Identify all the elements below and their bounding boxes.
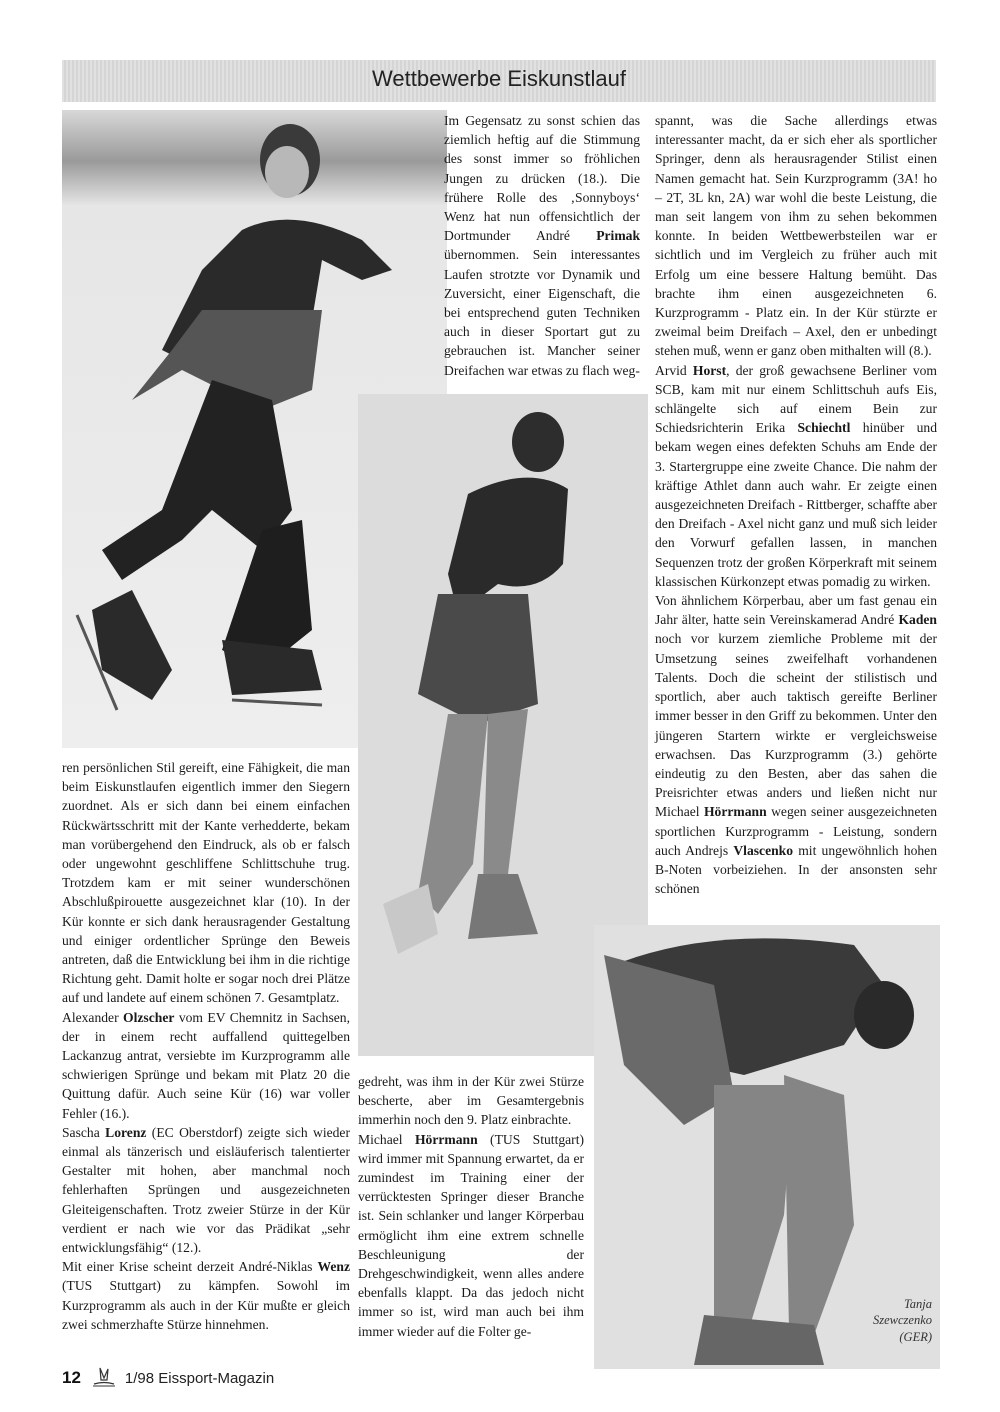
section-title: Wettbewerbe Eiskunstlauf [372, 66, 626, 91]
caption-country: (GER) [899, 1329, 932, 1344]
article-column-2-bottom [358, 1072, 584, 1341]
article-column-2-top [444, 111, 640, 380]
page-number: 12 [62, 1368, 81, 1387]
publication-name: 1/98 Eissport-Magazin [124, 1369, 275, 1387]
article-column-3 [655, 111, 937, 898]
caption-last-name: Szewczenko [872, 1313, 932, 1327]
photo-skater-3 [594, 925, 940, 1369]
paragraph: spannt, was die Sache allerdings etwas interessanter macht, da er sich eher als sportlicher Springer, denn als herausragender Stilist einen Namen gemacht hat. Sein Kurzprogramm (3A! ho – 2T, 3L kn, 2A) war wohl die beste Leistung, die man seit langem von ihm zu sehen bekommen konnte. In beiden Wettbewerbsteilen war er sichtlich und im Vergleich zu früher auch mit Erfolg um eine bessere Haltung bemüht. Das brachte ihm einen ausgezeichneten 6. Kurzprogramm - Platz ein. In der Kür stürzte er zweimal beim Dreifach – Axel, den er unbedingt stehen muß, wenn er ganz oben mithalten will (8.). [655, 113, 937, 359]
name-highlight: Hörrmann [703, 804, 767, 820]
paragraph: gedreht, was ihm in der Kür zwei Stürze bescherte, aber im Gesamtergebnis immerhin noch den 9. Platz einbrachte. [358, 1074, 584, 1128]
name-highlight: Horst [692, 362, 727, 378]
paragraph: Mit einer Krise scheint derzeit André-Niklas Wenz (TUS Stuttgart) zu kämpfen. Sowohl im Kurzprogramm als auch in der Kür mußte er gleich zwei schmerzhafte Stürze hinnehmen. [62, 1259, 350, 1332]
name-highlight: Hörrmann [414, 1131, 478, 1147]
name-highlight: Olzscher [123, 1009, 175, 1025]
paragraph: ren persönlichen Stil gereift, eine Fähigkeit, die man beim Eiskunstlaufen eigentlich immer den Siegern zuordnet. Als er sich dann bei einem einfachen Rückwärtsschritt mit der Kante verhedderte, bekam man vorübergehend den Eindruck, als ob er falsch oder ungewohnt geschliffene Schlittschuhe trug. Trotzdem kam er mit seiner wunderschönen Abschlußpirouette ausgezeichnet klar (10). In der Kür konnte er sich dank herausragender Gestaltung und einiger ordentlicher Sprünge den Beweis antreten, daß die Entwicklung bei ihm in die richtige Richtung geht. Damit holte er sogar noch drei Plätze auf und landete auf einem schönen 7. Gesamtplatz. [62, 760, 350, 1006]
name-highlight: Schiechtl [797, 420, 851, 436]
caption-first-name: Tanja [903, 1296, 932, 1311]
paragraph: Arvid Horst, der groß gewachsene Berliner vom SCB, kam mit nur einem Schlittschuh aufs Eis, schlängelte sich auf einem Bein zur Schiedsrichterin Erika Schiechtl hinüber und bekam wegen eines defekten Schuhs am Ende der 3. Startergruppe eine zweite Chance. Die nahm der kräftige Athlet dann auch wahr. Er zeigte einen ausgezeichneten Dreifach - Rittberger, schaffte aber den Dreifach - Axel nicht ganz und muß sich leider den Vorwurf gefallen lassen, in manchen Sequenzen trotz der großen Körperkraft mit seinem klassischen Kürkonzept etwas pomadig zu wirken. [655, 362, 938, 589]
name-highlight: Primak [596, 228, 640, 244]
name-highlight: Kaden [898, 612, 937, 628]
paragraph: Von ähnlichem Körperbau, aber um fast genau ein Jahr älter, hatte sein Vereinskamerad André Kaden noch vor kurzem ziemliche Probleme mit der Umsetzung seines zweifelhaft vorhandenen Talents. Doch die scheint der stilistisch und sportlich, aber auch taktisch gereifte Berliner immer besser in den Griff zu bekommen. Unter den jüngeren Startern wirkte er vergleichsweise erwachsen. Das Kurzprogramm (3.) gehörte eindeutig zu den Besten, aber das sahen die Preisrichter etwas anders und ließen nicht nur Michael Hörrmann wegen seiner ausgezeichneten sportlichen Kurzprogramm - Leistung, sondern auch Andrejs Vlascenko mit ungewöhnlich hohen B-Noten vorbeiziehen. In der ansonsten sehr schönen [655, 593, 937, 897]
skate-logo-icon [91, 1366, 117, 1390]
paragraph: Sascha Lorenz (EC Oberstdorf) zeigte sich wieder einmal als tänzerisch und eisläuferisch talentierter Gestalter mit hohen, aber manchmal noch fehlerhaften Sprüngen und ausgezeichneten Gleiteigenschaften. Trotz zweier Stürze in der Kür verdient er nach wie vor das Prädikat „sehr entwicklungsfähig“ (12.). [62, 1124, 350, 1256]
page-footer [62, 1366, 274, 1390]
paragraph: Im Gegensatz zu sonst schien das ziemlich heftig auf die Stimmung des sonst immer so fröhlichen Jungen zu drücken (18.). Die frühere Rolle des ‚Sonnyboys‘ Wenz hat nun offensichtlich der Dortmunder André Primak übernommen. Sein interessantes Laufen strotzte vor Dynamik und Zuversicht, einer Eigenschaft, die bei entsprechend guten Techniken auch in dieser Sportart gut zu gebrauchen ist. Mancher seiner Dreifachen war etwas zu flach weg- [444, 113, 640, 378]
article-column-1 [62, 758, 350, 1334]
name-highlight: Lorenz [105, 1124, 147, 1140]
photo-caption [873, 1296, 932, 1346]
paragraph: Alexander Olzscher vom EV Chemnitz in Sachsen, der in einem recht auffallend quittegelben Lackanzug antrat, versiebte im Kurzprogramm alle schwierigen Sprünge und bekam mit Platz 20 die Quittung dafür. Auch seine Kür (16) war voller Fehler (16.). [62, 1009, 350, 1121]
section-header [62, 60, 936, 102]
paragraph: Michael Hörrmann (TUS Stuttgart) wird immer mit Spannung erwartet, da er zumindest im Training einer der verrücktesten Springer dieser Branche ist. Sein schlanker und langer Körperbau ermöglicht ihm eine extrem schnelle Beschleunigung der Drehgeschwindigkeit, wenn alles andere ebenfalls klappt. Da das jedoch nicht immer so ist, wird man auch bei ihm immer wieder auf die Folter ge- [358, 1131, 585, 1339]
name-highlight: Wenz [317, 1259, 350, 1275]
name-highlight: Vlascenko [733, 842, 794, 858]
